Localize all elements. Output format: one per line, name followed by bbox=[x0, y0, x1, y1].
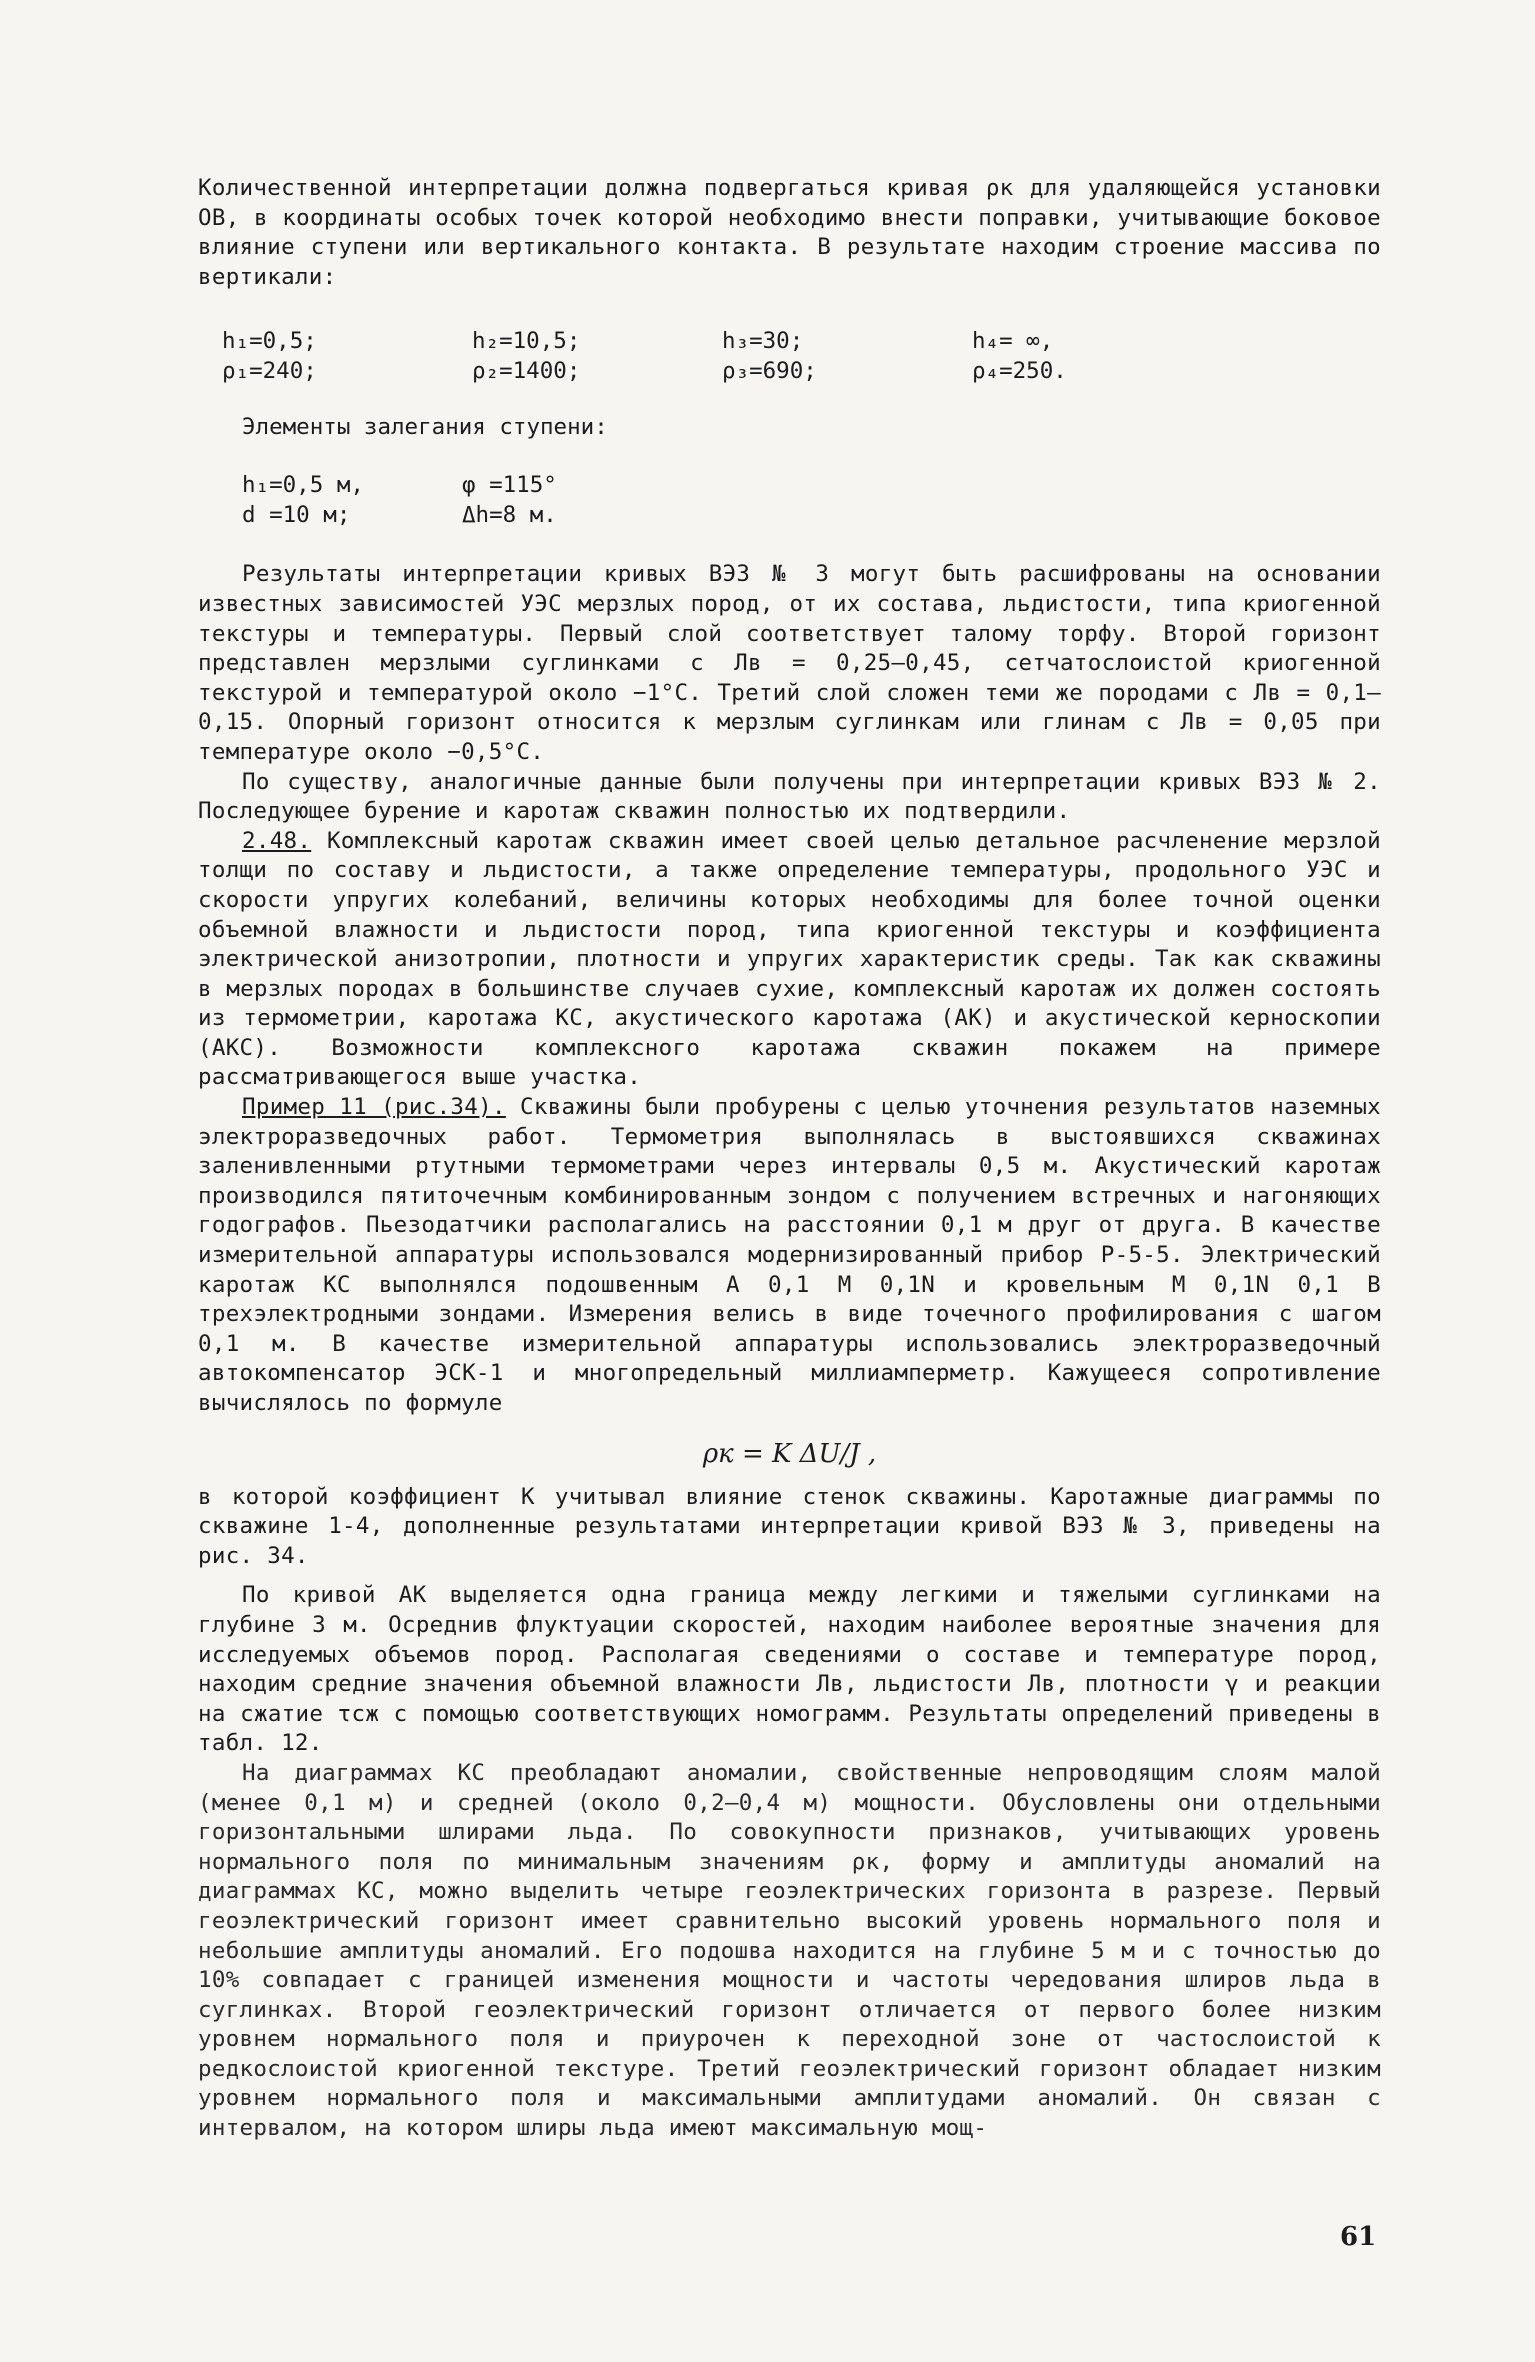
layer-parameters bbox=[222, 326, 1381, 386]
step-dh: Δh=8 м. bbox=[462, 502, 557, 529]
paragraph-intro: Количественной интерпретации должна подвергаться кривая ρк для удаляющейся установки ОВ, в координаты особых точек которой необходимо внести поправки, учитывающие боковое влияние ступени или вертикального контакта. В результате находим строение массива по вертикали: bbox=[198, 175, 1381, 290]
paragraph-2-48 bbox=[198, 827, 1381, 1093]
layer-rho2: ρ₂=1400; bbox=[472, 358, 581, 385]
example-label: Пример 11 (рис.34). bbox=[242, 1094, 506, 1121]
step-elements-heading: Элементы залегания ступени: bbox=[242, 414, 608, 441]
step-parameters bbox=[242, 470, 1381, 530]
paragraph-results: Результаты интерпретации кривых ВЭЗ № 3 могут быть расшифрованы на основании известных зависимостей УЭС мерзлых пород, от их состава, льдистости, типа криогенной текстуры и температуры. Первый слой соответствует талому торфу. Второй горизонт представлен мерзлыми суглинками с Лв = 0,25–0,45, сетчатослоистой криогенной текстурой и температурой около −1°С. Третий слой сложен теми же породами с Лв = 0,1–0,15. Опорный горизонт относится к мерзлым суглинкам или глинам с Лв = 0,05 при температуре около −0,5°С. bbox=[198, 561, 1381, 765]
resistivity-formula: ρк = K ΔU/J , bbox=[702, 1438, 877, 1469]
layer-h3: h₃=30; bbox=[722, 328, 804, 355]
step-phi: φ =115° bbox=[462, 472, 557, 499]
paragraph-ves2: По существу, аналогичные данные были получены при интерпретации кривых ВЭЗ № 2. Последующее бурение и каротаж скважин полностью их подтвердили. bbox=[198, 768, 1381, 825]
step-h1: h₁=0,5 м, bbox=[242, 472, 364, 499]
page-number: 61 bbox=[1340, 2222, 1377, 2252]
paragraph-coefficient: в которой коэффициент К учитывал влияние стенок скважины. Каротажные диаграммы по скважине 1-4, дополненные результатами интерпретации кривой ВЭЗ № 3, приведены на рис. 34. bbox=[198, 1483, 1381, 1569]
layer-h2: h₂=10,5; bbox=[472, 328, 581, 355]
paragraph-2-48-text: Комплексный каротаж скважин имеет своей целью детальное расчленение мерзлой толщи по составу и льдистости, а также определение температуры, продольного УЭС и скорости упругих колебаний, величины которых необходимы для более точной оценки объемной влажности и льдистости пород, типа криогенной текстуры и коэффициента электрической анизотропии, плотности и упругих характеристик среды. Так как скважины в мерзлых породах в большинстве случаев сухие, комплексный каротаж их должен состоять из термометрии, каротажа КС, акустического каротажа (АК) и акустической керноскопии (АКС). Возможности комплексного каротажа скважин покажем на примере рассматривающегося выше участка. bbox=[198, 827, 1381, 1091]
layer-rho4: ρ₄=250. bbox=[972, 358, 1067, 385]
layer-rho1: ρ₁=240; bbox=[222, 358, 317, 385]
page-content bbox=[198, 174, 1381, 2144]
layer-h4: h₄= ∞, bbox=[972, 328, 1054, 355]
layer-rho3: ρ₃=690; bbox=[722, 358, 817, 385]
step-d: d =10 м; bbox=[242, 502, 351, 529]
paragraph-ak-curve: По кривой АК выделяется одна граница между легкими и тяжелыми суглинками на глубине 3 м. Осреднив флуктуации скоростей, находим наиболее вероятные значения для исследуемых объемов пород. Располагая сведениями о составе и температуре пород, находим средние значения объемной влажности Лв, льдистости Лв, плотности γ и реакции на сжатие τсж с помощью соответствующих номограмм. Результаты определений приведены в табл. 12. bbox=[198, 1582, 1381, 1757]
paragraph-example-11-text: Скважины были пробурены с целью уточнения результатов наземных электроразведочных работ. Термометрия выполнялась в выстоявшихся скважинах заленивленными ртутными термометрами через интервалы 0,5 м. Акустический каротаж производился пятиточечным комбинированным зондом с получением встречных и нагоняющих годографов. Пьезодатчики располагались на расстоянии 0,1 м друг от друга. В качестве измерительной аппаратуры использовался модернизированный прибор Р-5-5. Электрический каротаж КС выполнялся подошвенным А 0,1 М 0,1N и кровельным М 0,1N 0,1 В трехэлектродными зондами. Измерения велись в виде точечного профилирования с шагом 0,1 м. В качестве измерительной аппаратуры использовались электроразведочный автокомпенсатор ЭСК-1 и многопредельный миллиамперметр. Кажущееся сопротивление вычислялось по формуле bbox=[198, 1094, 1382, 1416]
paragraph-example-11 bbox=[198, 1093, 1381, 1419]
section-number: 2.48. bbox=[242, 827, 312, 854]
layer-h1: h₁=0,5; bbox=[222, 328, 317, 355]
paragraph-ks-diagrams: На диаграммах КС преобладают аномалии, свойственные непроводящим слоям малой (менее 0,1 м) и средней (около 0,2–0,4 м) мощности. Обусловлены они отдельными горизонтальными шлирами льда. По совокупности признаков, учитывающих уровень нормального поля по минимальным значениям ρк, форму и амплитуды аномалий на диаграммах КС, можно выделить четыре геоэлектрических горизонта в разрезе. Первый геоэлектрический горизонт имеет сравнительно высокий уровень нормального поля и небольшие амплитуды аномалий. Его подошва находится на глубине 5 м и с точностью до 10% совпадает с границей изменения мощности и частоты чередования шлиров льда в суглинках. Второй геоэлектрический горизонт отличается от первого более низким уровнем нормального поля и приурочен к переходной зоне от частослоистой к редкослоистой криогенной текстуре. Третий геоэлектрический горизонт обладает низким уровнем нормального поля и максимальными амплитудами аномалий. Он связан с интервалом, на котором шлиры льда имеют максимальную мощ- bbox=[198, 1759, 1381, 2142]
